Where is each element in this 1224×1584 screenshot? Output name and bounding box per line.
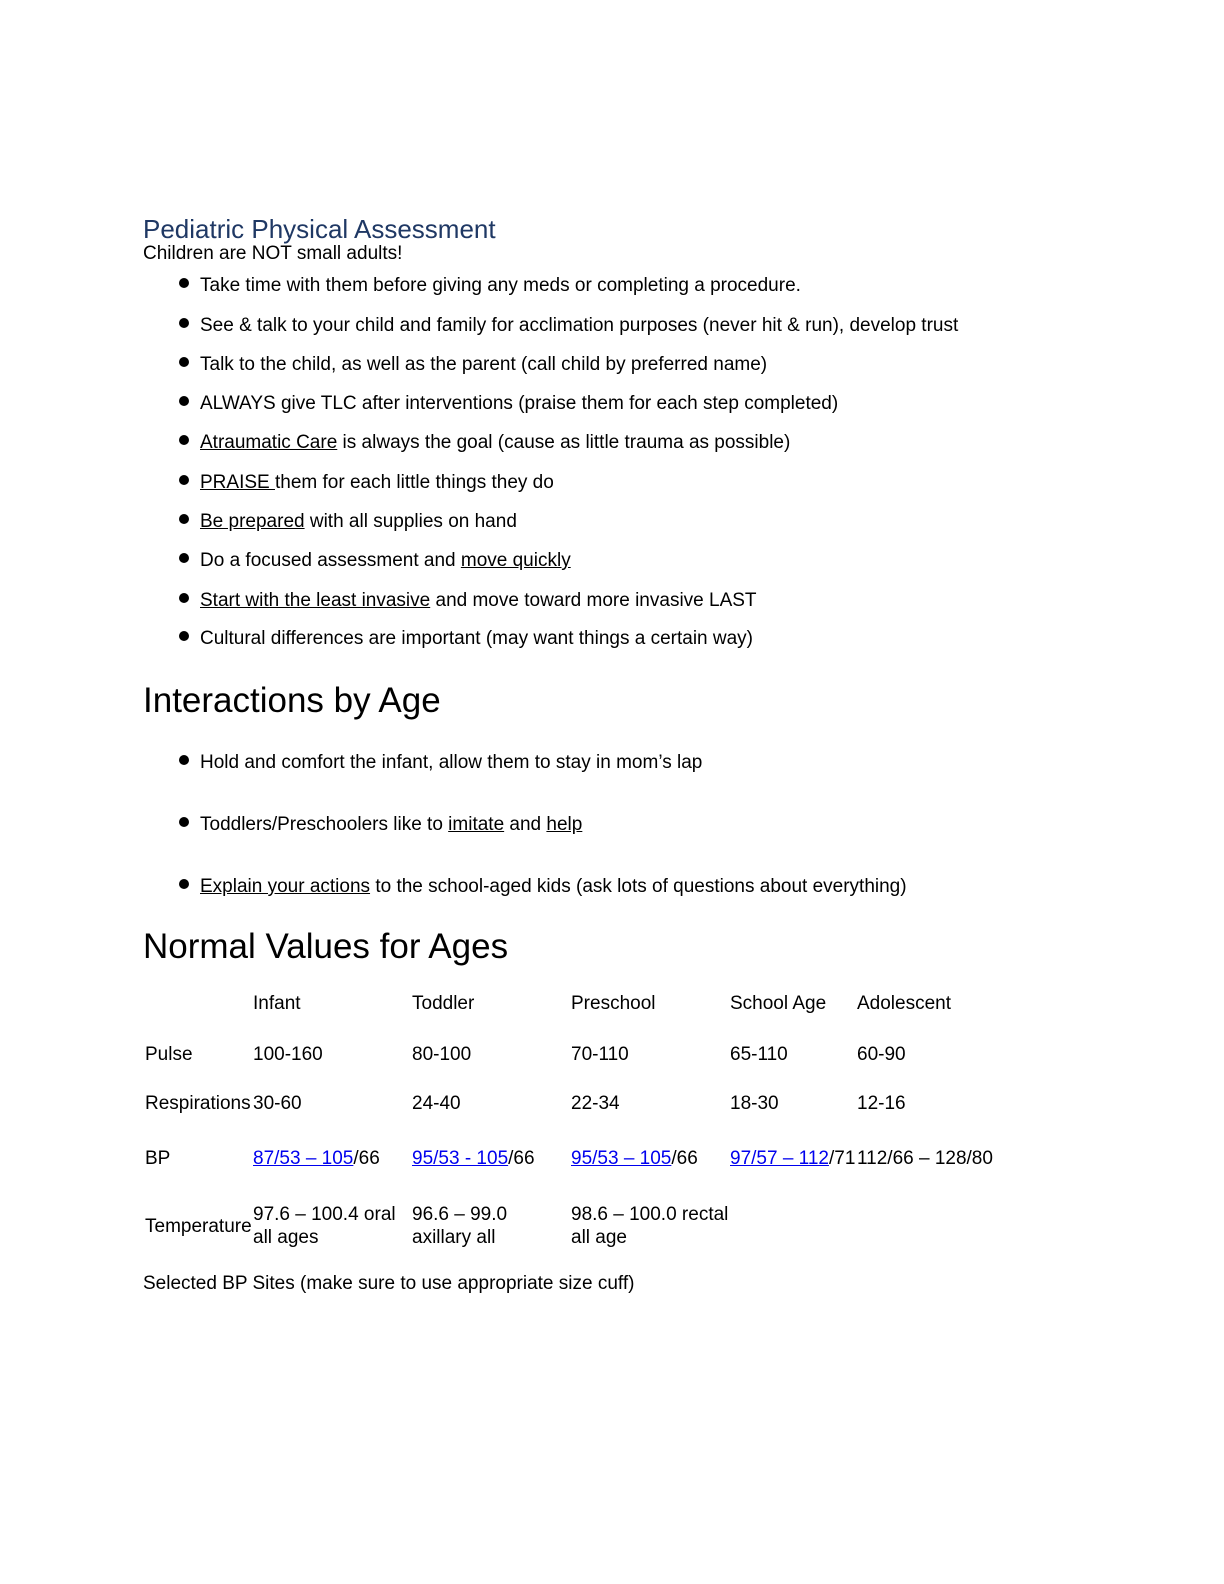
- table-header: Preschool: [571, 993, 656, 1014]
- bullet-icon: [179, 357, 189, 367]
- bp-link-preschool[interactable]: 95/53 – 105: [571, 1148, 672, 1169]
- bullet-icon: [179, 318, 189, 328]
- table-cell: 70-110: [571, 1044, 629, 1065]
- bullet-icon: [179, 278, 189, 288]
- table-header: Infant: [253, 993, 301, 1014]
- table-cell: 24-40: [412, 1093, 461, 1114]
- bullet-icon: [179, 475, 189, 485]
- table-cell: 97/57 – 112/71: [730, 1148, 856, 1169]
- bullet-icon: [179, 631, 189, 641]
- table-cell: 100-160: [253, 1044, 323, 1065]
- table-cell: 18-30: [730, 1093, 779, 1114]
- table-cell: 87/53 – 105/66: [253, 1148, 380, 1169]
- bullet-icon: [179, 553, 189, 563]
- normal-values-heading: Normal Values for Ages: [143, 927, 509, 966]
- row-label: Respirations: [145, 1093, 251, 1114]
- bullet-icon: [179, 435, 189, 445]
- bp-link-school-age[interactable]: 97/57 – 112: [730, 1148, 829, 1169]
- bullet-icon: [179, 514, 189, 524]
- bullet-icon: [179, 593, 189, 603]
- bp-link-toddler[interactable]: 95/53 - 105: [412, 1148, 509, 1169]
- row-label: BP: [145, 1148, 171, 1169]
- table-cell: 60-90: [857, 1044, 906, 1065]
- interactions-heading: Interactions by Age: [143, 681, 441, 720]
- row-label: Temperature: [145, 1216, 252, 1237]
- bullet-icon: [179, 817, 189, 827]
- bullet-icon: [179, 879, 189, 889]
- bp-sites-note: Selected BP Sites (make sure to use appropriate size cuff): [143, 1273, 635, 1294]
- table-cell: 95/53 – 105/66: [571, 1148, 698, 1169]
- row-label: Pulse: [145, 1044, 193, 1065]
- table-header: School Age: [730, 993, 827, 1014]
- table-cell: 97.6 – 100.4 oral all ages: [253, 1204, 396, 1248]
- table-cell: 30-60: [253, 1093, 302, 1114]
- table-cell: 96.6 – 99.0 axillary all: [412, 1204, 508, 1248]
- page-subtitle: Children are NOT small adults!: [143, 243, 403, 264]
- table-cell: 22-34: [571, 1093, 620, 1114]
- table-cell: 80-100: [412, 1044, 472, 1065]
- bullet-icon: [179, 396, 189, 406]
- table-header: Toddler: [412, 993, 475, 1014]
- table-cell: 112/66 – 128/80: [857, 1148, 993, 1169]
- document-page: Pediatric Physical Assessment Children are NOT small adults! Take time with them before giving any meds or completing a procedure. See & talk to your child and family for acclimation purposes (never hit & run), develop trust Talk to the child, as well as the parent (call child by preferred name) ALWAYS give TLC after interventions (praise them for each step completed) Atraumatic Care is always the goal (cause as little trauma as possible) PRAISE them for each little things they do Be prepared with all supplies on hand Do a focused assessment and move quickly Start with the least invasive and move toward more invasive LAST Cultural differences are important (may want things a certain way) Interactions by Age Hold and comfort the infant, allow them to stay in mom’s lap Toddlers/Preschoolers like to imitate and help Explain your actions to the school-aged kids (ask lots of questions about everything) Normal Values for Ages Infant Toddler Preschool School Age Adolescent Pulse 100-160 80-100 70-110 65-110 60-90 Respirations 30-60 24-40 22-34 18-30 12-16 BP 87/53 – 105/66 95/53 - 105/66 95/53 – 105/66 97/57 – 112/71 112/66 – 128/80 Temperature 97.6 – 100.4 oral all ages 96.6 – 99.0 axillary all 98.6 – 100.0 rectal all age Selected BP Sites (make sure to use appropriate size cuff): [143, 214, 993, 1294]
- bullet-icon: [179, 755, 189, 765]
- bp-link-infant[interactable]: 87/53 – 105: [253, 1148, 354, 1169]
- table-cell: 98.6 – 100.0 rectal all age: [571, 1204, 729, 1248]
- table-cell: 65-110: [730, 1044, 788, 1065]
- table-header: Adolescent: [857, 993, 952, 1014]
- page-title: Pediatric Physical Assessment: [143, 214, 496, 244]
- table-cell: 95/53 - 105/66: [412, 1148, 535, 1169]
- table-cell: 12-16: [857, 1093, 906, 1114]
